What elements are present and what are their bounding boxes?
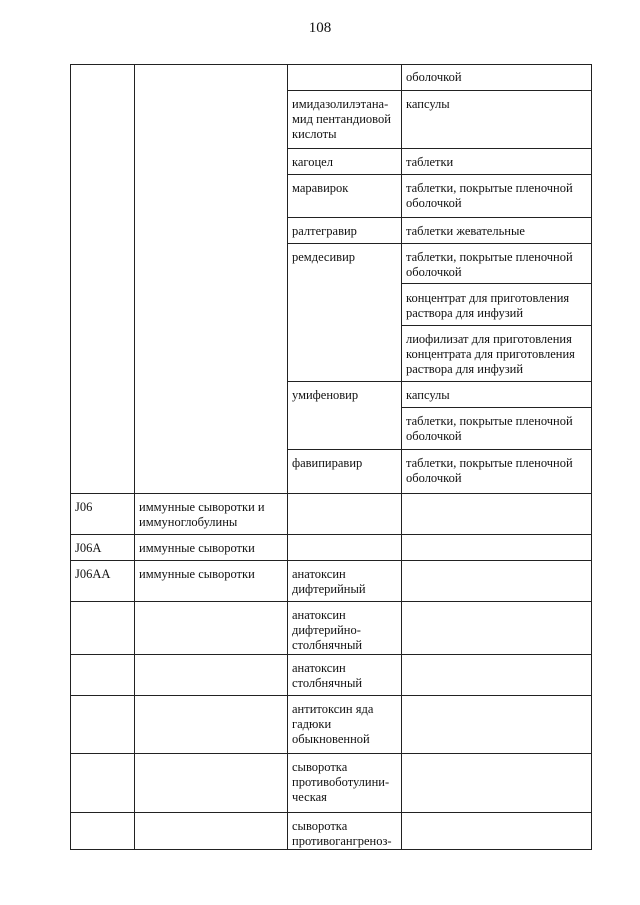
row-divider [70, 812, 592, 813]
drug-name: сыворотка противогангреноз- [292, 819, 392, 848]
dosage-form: таблетки, покрытые пленочной оболочкой [406, 181, 573, 210]
dosage-form: таблетки, покрытые пленочной оболочкой [406, 250, 573, 279]
dosage-form: капсулы [406, 388, 450, 402]
row-divider [287, 449, 592, 450]
row-divider [287, 217, 592, 218]
drug-name: ралтегравир [292, 224, 357, 238]
row-divider [70, 753, 592, 754]
drug-name: анатоксин столбнячный [292, 661, 363, 690]
drug-name: ремдесивир [292, 250, 356, 264]
atc-group: иммунные сыворотки [139, 541, 255, 555]
table-bottom-border [70, 849, 592, 850]
row-divider [70, 493, 592, 494]
drug-name: маравирок [292, 181, 349, 195]
row-divider [70, 601, 592, 602]
column-divider [134, 64, 135, 850]
atc-code: J06A [75, 541, 102, 555]
drug-name: имидазолилэтана- мид пентандиовой кислоты [292, 97, 391, 141]
dosage-form: оболочкой [406, 70, 462, 84]
drug-name: умифеновир [292, 388, 359, 402]
row-divider [401, 283, 592, 284]
drug-name: антитоксин яда гадюки обыкновенной [292, 702, 374, 746]
dosage-form: таблетки [406, 155, 454, 169]
drug-name: фавипиравир [292, 456, 363, 470]
atc-code: J06AA [75, 567, 111, 581]
row-divider [287, 174, 592, 175]
table-left-border [70, 64, 71, 850]
dosage-form: лиофилизат для приготовления концентрата для приготовления раствора для инфузий [406, 332, 575, 376]
atc-group: иммунные сыворотки [139, 567, 255, 581]
page-number: 108 [308, 20, 332, 36]
dosage-form: таблетки, покрытые пленочной оболочкой [406, 414, 573, 443]
row-divider [70, 560, 592, 561]
drug-name: анатоксин дифтерийно- столбнячный [292, 608, 363, 652]
drug-name: кагоцел [292, 155, 333, 169]
dosage-form: капсулы [406, 97, 450, 111]
row-divider [70, 695, 592, 696]
dosage-form: концентрат для приготовления раствора для инфузий [406, 291, 570, 320]
row-divider [70, 534, 592, 535]
row-divider [287, 243, 592, 244]
drug-table [70, 64, 592, 850]
row-divider [401, 407, 592, 408]
dosage-form: таблетки жевательные [406, 224, 525, 238]
table-right-border [591, 64, 592, 850]
drug-name: сыворотка противоботулини- ческая [292, 760, 390, 804]
row-divider [401, 325, 592, 326]
row-divider [287, 148, 592, 149]
column-divider [287, 64, 288, 850]
row-divider [287, 90, 592, 91]
dosage-form: таблетки, покрытые пленочной оболочкой [406, 456, 573, 485]
atc-group: иммунные сыворотки и иммуноглобулины [139, 500, 265, 529]
atc-code: J06 [75, 500, 93, 514]
row-divider [70, 654, 592, 655]
table-top-border [70, 64, 592, 65]
drug-name: анатоксин дифтерийный [292, 567, 366, 596]
row-divider [287, 381, 592, 382]
